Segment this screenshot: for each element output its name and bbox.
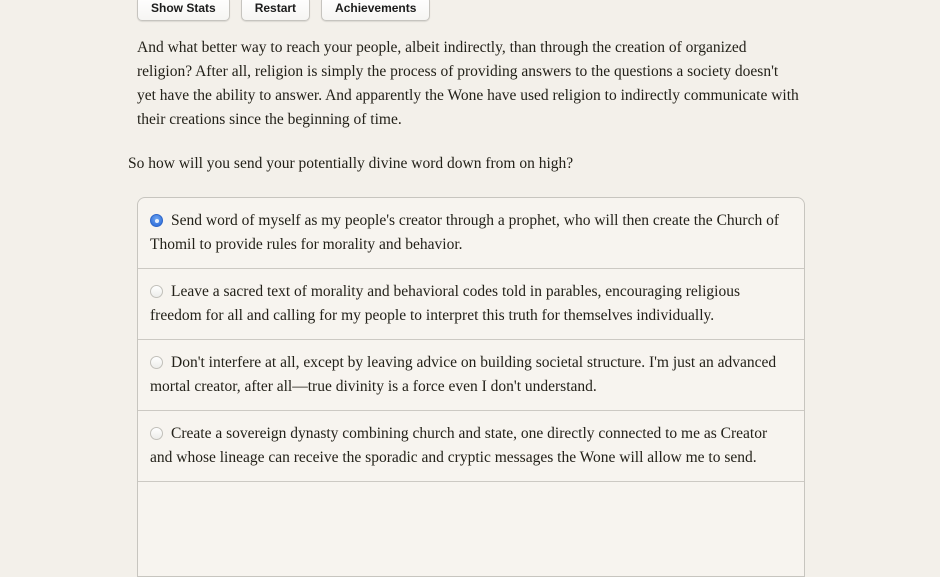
radio-button-icon[interactable] bbox=[150, 356, 163, 369]
story-question: So how will you send your potentially divine word down from on high? bbox=[128, 155, 574, 172]
choice-option-label: Leave a sacred text of morality and behavioral codes told in parables, encouraging religious freedom for all and calling for my people to interpret this truth for themselves individually. bbox=[150, 283, 740, 324]
choice-option[interactable] bbox=[138, 198, 804, 268]
radio-button-icon[interactable] bbox=[150, 427, 163, 440]
choice-option-label: Send word of myself as my people's creator through a prophet, who will then create the Church of Thomil to provide rules for morality and behavior. bbox=[150, 212, 779, 253]
choice-option-label: Create a sovereign dynasty combining church and state, one directly connected to me as Creator and whose lineage can receive the sporadic and cryptic messages the Wone will allow me to send. bbox=[150, 425, 768, 466]
radio-button-icon[interactable] bbox=[150, 285, 163, 298]
achievements-button[interactable]: Achievements bbox=[321, 0, 430, 21]
choice-list bbox=[137, 197, 805, 577]
story-paragraph: And what better way to reach your people, albeit indirectly, than through the creation of organized religion? After all, religion is simply the process of providing answers to the questions a society doesn't yet have the ability to answer. And apparently the Wone have used religion to indirectly communicate with their creations since the beginning of time. bbox=[137, 39, 799, 128]
radio-button-icon[interactable] bbox=[150, 214, 163, 227]
choice-option[interactable] bbox=[138, 268, 804, 339]
choice-option-partial[interactable] bbox=[138, 481, 804, 542]
toolbar bbox=[137, 0, 430, 21]
show-stats-button[interactable]: Show Stats bbox=[137, 0, 230, 21]
restart-button[interactable]: Restart bbox=[241, 0, 310, 21]
story-text bbox=[128, 36, 800, 196]
choice-option[interactable] bbox=[138, 410, 804, 481]
choice-option[interactable] bbox=[138, 339, 804, 410]
choice-option-label: Don't interfere at all, except by leaving advice on building societal structure. I'm just an advanced mortal creator, after all—true divinity is a force even I don't understand. bbox=[150, 354, 777, 395]
